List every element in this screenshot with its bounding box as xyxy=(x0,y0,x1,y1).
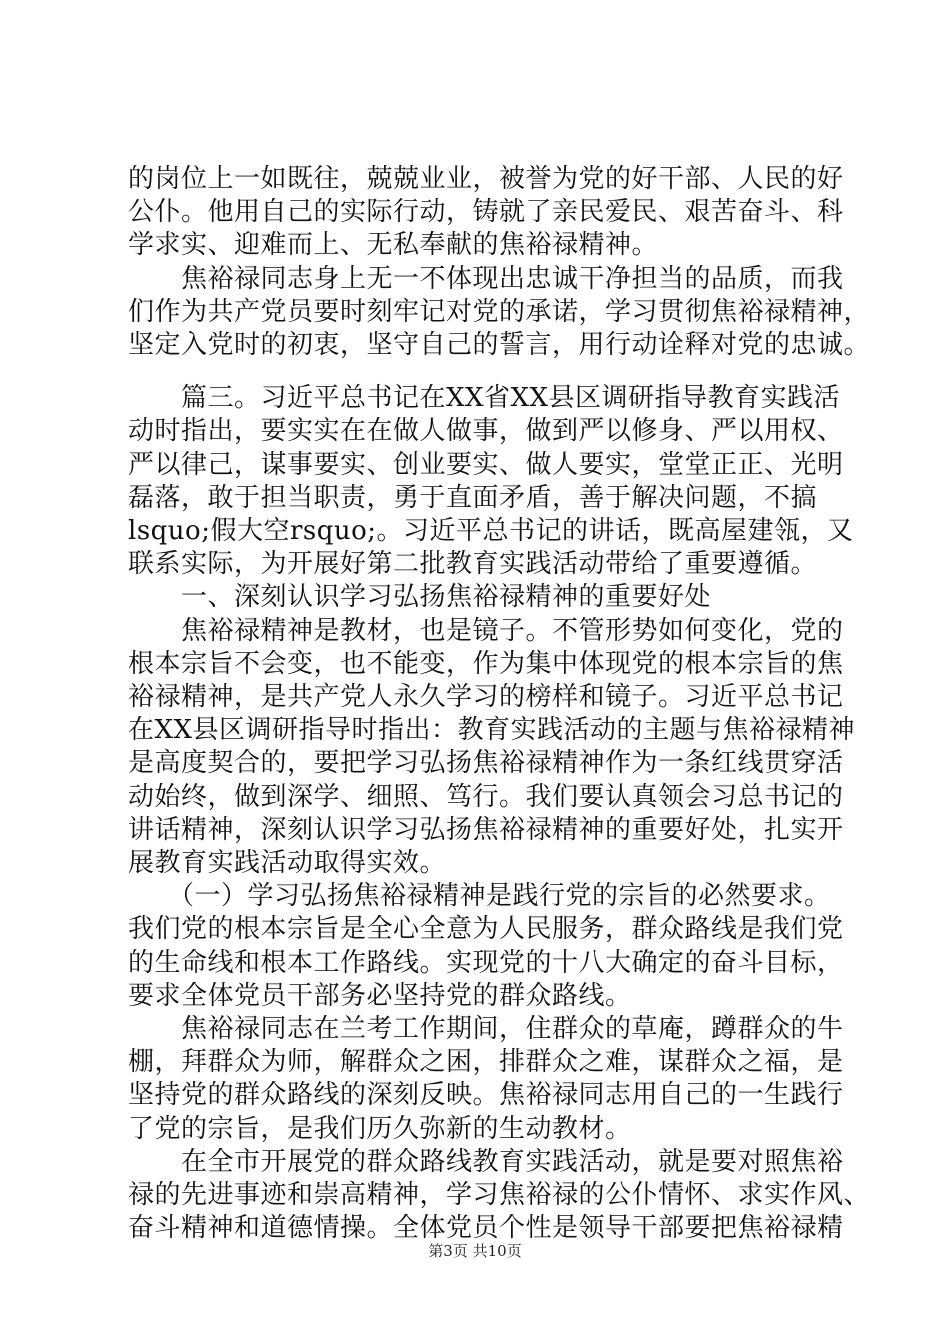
text-line: 动时指出，要实实在在做人做事，做到严以修身、严以用权、 xyxy=(128,416,844,446)
text-line: 在全市开展党的群众路线教育实践活动，就是要对照焦裕 xyxy=(128,1147,844,1177)
text-line: 动始终，做到深学、细照、笃行。我们要认真领会习总书记的 xyxy=(128,782,844,812)
text-line: 们作为共产党员要时刻牢记对党的承诺，学习贯彻焦裕禄精神， xyxy=(128,297,871,327)
page-footer: 第3页 共10页 xyxy=(428,1242,522,1260)
text-line: 要求全体党员干部务必坚持党的群众路线。 xyxy=(128,981,632,1011)
text-line: 篇三。习近平总书记在XX省XX县区调研指导教育实践活 xyxy=(128,383,841,413)
text-line: 严以律己，谋事要实、创业要实、做人要实，堂堂正正、光明 xyxy=(128,450,844,480)
text-line: 焦裕禄精神是教材，也是镜子。不管形势如何变化，党的 xyxy=(128,616,844,646)
text-line: 禄的先进事迹和崇高精神，学习焦裕禄的公仆情怀、求实作风、 xyxy=(128,1180,871,1210)
text-line: 讲话精神，深刻认识学习弘扬焦裕禄精神的重要好处，扎实开 xyxy=(128,815,844,845)
text-line: 焦裕禄同志在兰考工作期间，住群众的草庵，蹲群众的牛 xyxy=(128,1014,844,1044)
text-line: 了党的宗旨，是我们历久弥新的生动教材。 xyxy=(128,1114,632,1144)
text-line: 展教育实践活动取得实效。 xyxy=(128,848,447,878)
text-line: 奋斗精神和道德情操。全体党员个性是领导干部要把焦裕禄精 xyxy=(128,1213,844,1243)
text-line: 学求实、迎难而上、无私奉献的焦裕禄精神。 xyxy=(128,230,659,260)
text-line: 公仆。他用自己的实际行动，铸就了亲民爱民、艰苦奋斗、科 xyxy=(128,197,844,227)
text-line: 焦裕禄同志身上无一不体现出忠诚干净担当的品质，而我 xyxy=(128,264,844,294)
text-line: 棚，拜群众为师，解群众之困，排群众之难，谋群众之福，是 xyxy=(128,1047,844,1077)
section-heading: 一、深刻认识学习弘扬焦裕禄精神的重要好处 xyxy=(128,582,712,612)
text-line: 联系实际，为开展好第二批教育实践活动带给了重要遵循。 xyxy=(128,549,818,579)
text-line: 坚持党的群众路线的深刻反映。焦裕禄同志用自己的一生践行 xyxy=(128,1080,844,1110)
text-line: 是高度契合的，要把学习弘扬焦裕禄精神作为一条红线贯穿活 xyxy=(128,748,844,778)
text-line: 的岗位上一如既往，兢兢业业，被誉为党的好干部、人民的好 xyxy=(128,164,844,194)
text-line: 根本宗旨不会变，也不能变，作为集中体现党的根本宗旨的焦 xyxy=(128,649,844,679)
text-line: 的生命线和根本工作路线。实现党的十八大确定的奋斗目标， xyxy=(128,948,844,978)
text-line: 在XX县区调研指导时指出：教育实践活动的主题与焦裕禄精神 xyxy=(128,715,856,745)
text-line: lsquo;假大空rsquo;。习近平总书记的讲话，既高屋建瓴，又 xyxy=(128,516,854,546)
text-line: 磊落，敢于担当职责，勇于直面矛盾，善于解决问题，不搞 xyxy=(128,483,818,513)
text-line: 裕禄精神，是共产党人永久学习的榜样和镜子。习近平总书记 xyxy=(128,682,844,712)
text-line: 我们党的根本宗旨是全心全意为人民服务，群众路线是我们党 xyxy=(128,914,844,944)
subsection-heading: （一）学习弘扬焦裕禄精神是践行党的宗旨的必然要求。 xyxy=(128,881,831,911)
text-line: 坚定入党时的初衷，坚守自己的誓言，用行动诠释对党的忠诚。 xyxy=(128,330,871,360)
